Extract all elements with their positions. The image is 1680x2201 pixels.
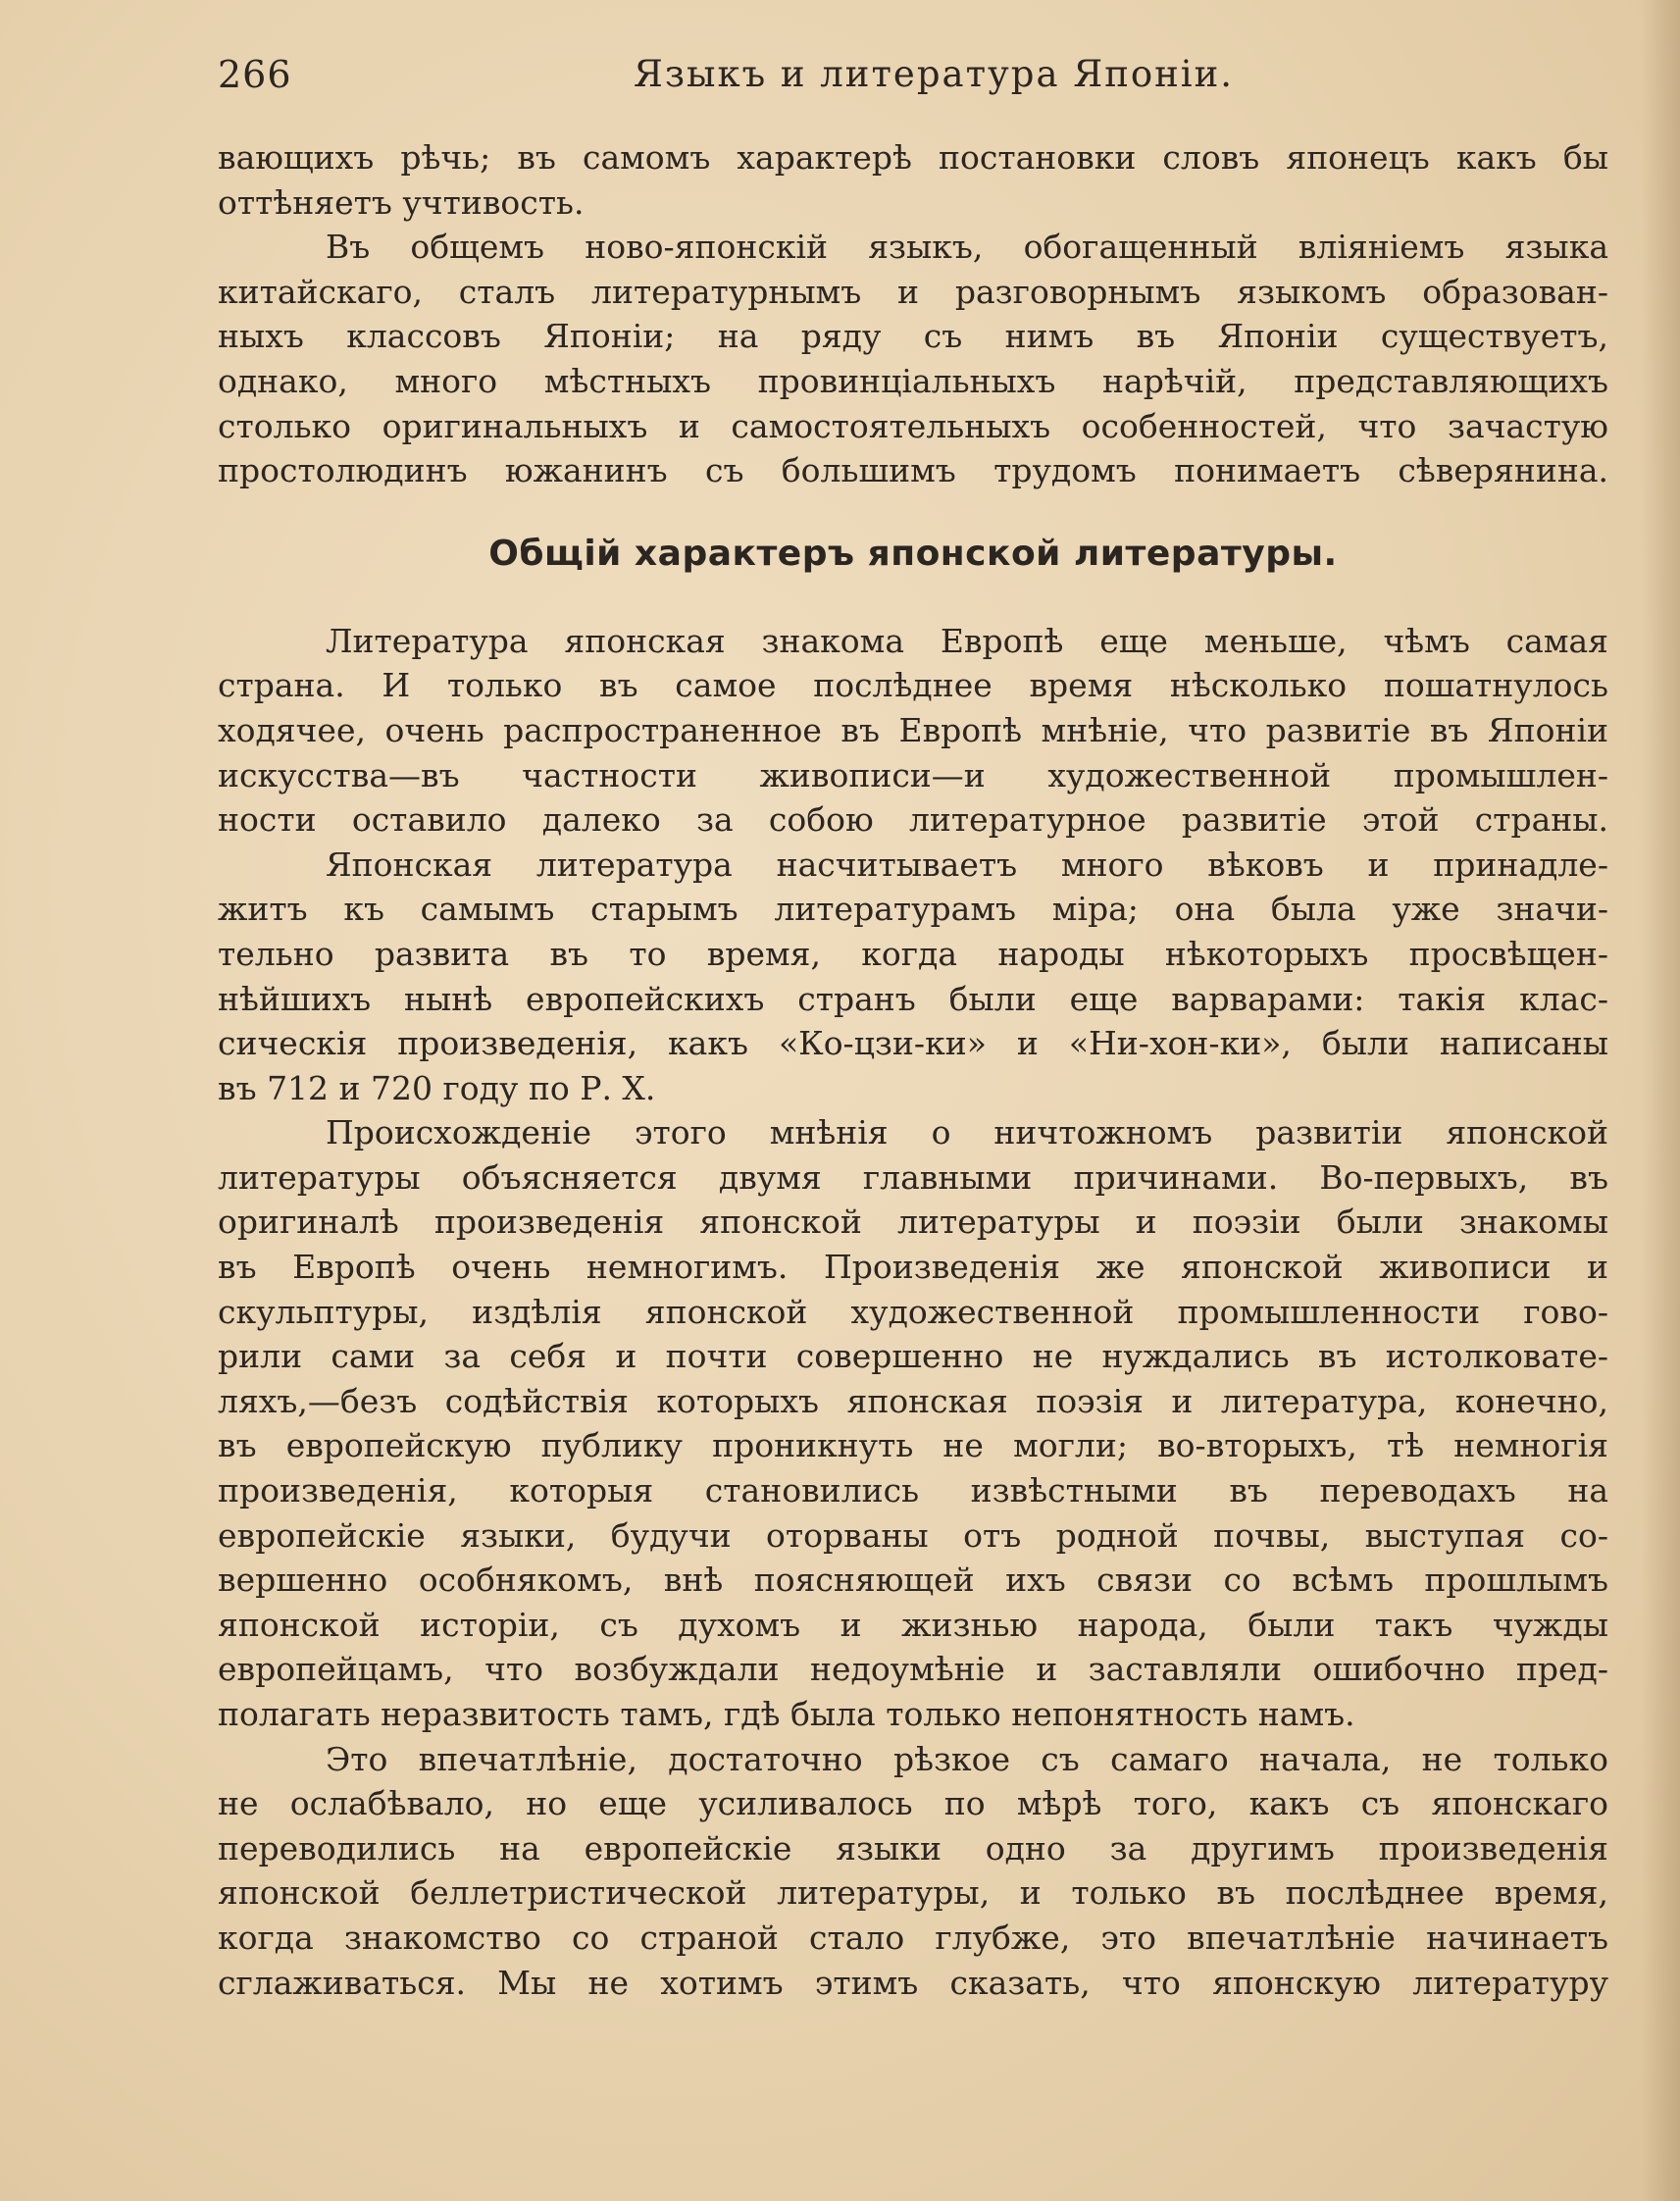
text-line: европейскіе языки, будучи оторваны отъ родной почвы, выступая со- [218,1515,1608,1555]
text-line: нѣйшихъ нынѣ европейскихъ странъ были еще варварами: такія клас- [218,979,1608,1018]
text-line: оттѣняетъ учтивость. [218,182,585,222]
text-line: японской беллетристической литературы, и только въ послѣднее время, [218,1873,1608,1913]
section-heading: Общій характеръ японской литературы. [488,533,1338,574]
text-line: оригиналѣ произведенія японской литературы и поэзіи были знакомы [218,1203,1608,1242]
text-line: Это впечатлѣніе, достаточно рѣзкое съ самаго начала, не только [326,1739,1608,1778]
text-line: Литература японская знакома Европѣ еще меньше, чѣмъ самая [326,621,1608,660]
text-line: вершенно особнякомъ, внѣ поясняющей ихъ связи со всѣмъ прошлымъ [218,1561,1608,1600]
text-line: житъ къ самымъ старымъ литературамъ міра; она была уже значи- [218,890,1608,929]
page-header [218,49,1610,108]
text-line: ности оставило далеко за собою литературное развитіе этой страны. [218,800,1608,840]
text-line: скульптуры, издѣлія японской художественной промышленности гово- [218,1292,1608,1331]
text-line: однако, много мѣстныхъ провинціальныхъ нарѣчій, представляющихъ [218,361,1608,400]
text-line: столько оригинальныхъ и самостоятельныхъ особенностей, что зачастую [218,406,1608,445]
page-edge-shadow [1641,0,1680,2201]
text-line: японской исторіи, съ духомъ и жизнью народа, были такъ чужды [218,1605,1608,1644]
text-line: европейцамъ, что возбуждали недоумѣніе и заставляли ошибочно пред- [218,1650,1608,1689]
text-line: простолюдинъ южанинъ съ большимъ трудомъ понимаетъ сѣверянина. [218,451,1608,490]
text-line: Въ общемъ ново-японскій языкъ, обогащенный вліяніемъ языка [326,228,1608,267]
text-line: тельно развита въ то время, когда народы нѣкоторыхъ просвѣщен- [218,934,1608,973]
text-line: сическія произведенія, какъ «Ко-цзи-ки» и «Ни-хон-ки», были написаны [218,1024,1608,1063]
body-text [218,135,1608,2005]
text-line: искусства—въ частности живописи—и художественной промышлен- [218,755,1608,794]
text-line: литературы объясняется двумя главными причинами. Во-первыхъ, въ [218,1157,1608,1197]
text-line: въ 712 и 720 году по Р. Х. [218,1068,656,1107]
text-line: въ Европѣ очень немногимъ. Произведенія же японской живописи и [218,1248,1608,1287]
text-line: ныхъ классовъ Японіи; на ряду съ нимъ въ Японіи существуетъ, [218,317,1608,356]
text-line: полагать неразвитость тамъ, гдѣ была только непонятность намъ. [218,1695,1355,1733]
text-line: рили сами за себя и почти совершенно не нуждались въ истолковате- [218,1337,1608,1376]
text-line: когда знакомство со страной стало глубже, это впечатлѣніе начинаетъ [218,1918,1608,1957]
text-line: произведенія, которыя становились извѣстными въ переводахъ на [218,1471,1608,1510]
text-line: сглаживаться. Мы не хотимъ этимъ сказать, что японскую литературу [218,1963,1608,2002]
running-title: Языкъ и литература Японіи. [633,53,1235,95]
text-line: въ европейскую публику проникнуть не могли; во-вторыхъ, тѣ немногія [218,1426,1608,1465]
text-line: переводились на европейскіе языки одно за другимъ произведенія [218,1828,1608,1868]
text-line: Происхожденіе этого мнѣнія о ничтожномъ развитіи японской [326,1113,1608,1152]
text-line: страна. И только въ самое послѣднее время нѣсколько пошатнулось [218,666,1608,705]
text-line: вающихъ рѣчь; въ самомъ характерѣ постановки словъ японецъ какъ бы [218,138,1608,177]
text-line: Японская литература насчитываетъ много вѣковъ и принадле- [326,845,1608,884]
page-number: 266 [218,53,292,96]
text-line: китайскаго, сталъ литературнымъ и разговорнымъ языкомъ образован- [218,272,1608,311]
text-line: ходячее, очень распространенное въ Европѣ мнѣніе, что развитіе въ Японіи [218,710,1608,749]
text-line: не ослабѣвало, но еще усиливалось по мѣрѣ того, какъ съ японскаго [218,1784,1608,1823]
text-line: ляхъ,—безъ содѣйствія которыхъ японская поэзія и литература, конечно, [218,1381,1608,1420]
